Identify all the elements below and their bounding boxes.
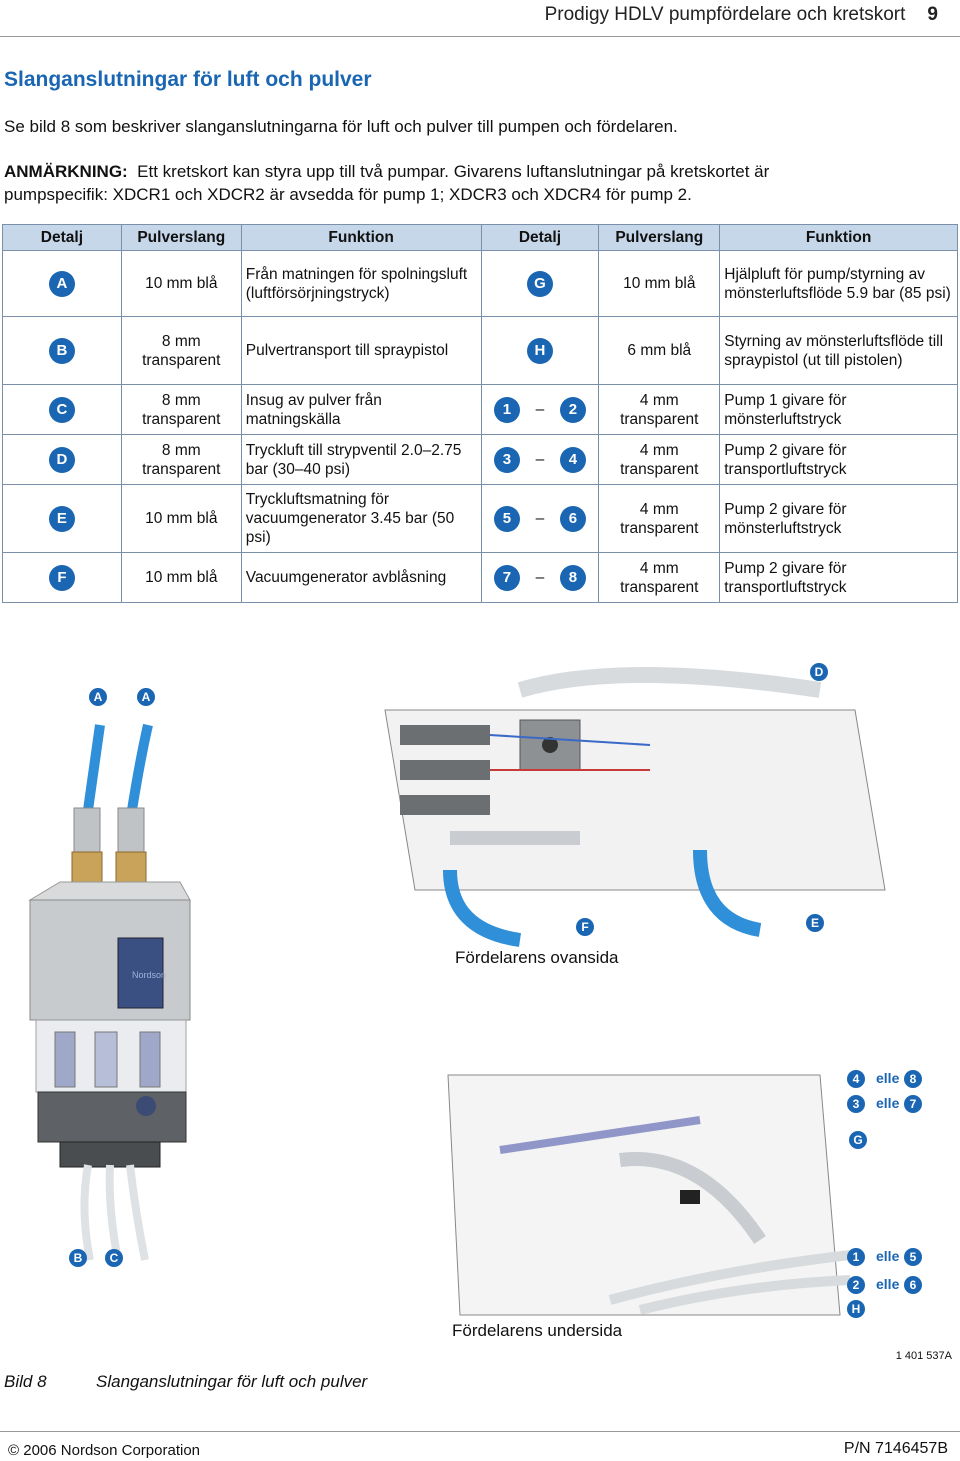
callout-d: D [810, 663, 828, 681]
detail-marker: C [49, 397, 75, 423]
callout-7: 7 [904, 1095, 922, 1113]
detail-marker: 6 [560, 506, 586, 532]
detail-marker: F [49, 565, 75, 591]
callout-2: 2 [847, 1276, 865, 1294]
detail-marker: H [527, 338, 553, 364]
detail-marker: E [49, 506, 75, 532]
hose-cell: 4 mm transparent [599, 485, 720, 553]
caption-top-side: Fördelarens ovansida [455, 948, 619, 967]
intro-paragraph: Se bild 8 som beskriver slanganslutningarna för luft och pulver till pumpen och fördelaren. [4, 117, 678, 136]
section-title: Slanganslutningar för luft och pulver [4, 68, 372, 91]
note-label: ANMÄRKNING: [4, 162, 128, 181]
hose-cell: 4 mm transparent [599, 435, 720, 485]
hose-cell: 10 mm blå [121, 485, 241, 553]
function-cell: Insug av pulver från matningskälla [241, 385, 481, 435]
pump-illustration [30, 725, 190, 1260]
range-dash: – [535, 400, 545, 418]
manifold-bottom-illustration [448, 1075, 850, 1315]
detail-marker: 5 [494, 506, 520, 532]
figure-label: Bild 8 [4, 1372, 47, 1391]
callout-or-text: elle [876, 1248, 900, 1264]
function-cell: Pump 2 givare för mönsterluftstryck [720, 485, 958, 553]
callout-1: 1 [847, 1248, 865, 1266]
hose-cell: 10 mm blå [599, 251, 720, 317]
range-dash: – [535, 450, 545, 468]
manifold-top-illustration [385, 675, 885, 940]
detail-marker: D [49, 447, 75, 473]
copyright-text: 2006 Nordson Corporation [23, 1442, 201, 1459]
callout-a-right: A [137, 688, 155, 706]
header-hose: Pulverslang [121, 225, 241, 251]
callout-5: 5 [904, 1248, 922, 1266]
hose-cell: 8 mm transparent [121, 317, 241, 385]
footer-part-number: P/N 7146457B [843, 1440, 948, 1457]
detail-marker: 2 [560, 397, 586, 423]
figure-part-number: 1 401 537A [895, 1350, 952, 1362]
copyright-icon: © [8, 1442, 20, 1459]
detail-marker: G [527, 271, 553, 297]
caption-bottom-side: Fördelarens undersida [452, 1321, 623, 1340]
footer-copyright [8, 1442, 200, 1459]
hose-cell: 10 mm blå [121, 251, 241, 317]
header-title: Prodigy HDLV pumpfördelare och kretskort [544, 4, 906, 25]
hose-cell: 8 mm transparent [121, 435, 241, 485]
function-cell: Pump 2 givare för transportluftstryck [720, 435, 958, 485]
detail-marker: A [49, 271, 75, 297]
detail-marker: B [49, 338, 75, 364]
header-function: Funktion [720, 225, 958, 251]
function-cell: Vacuumgenerator avblåsning [241, 553, 481, 603]
page-number: 9 [927, 4, 938, 25]
header-detail: Detalj [481, 225, 599, 251]
callout-8: 8 [904, 1070, 922, 1088]
callout-h: H [847, 1300, 865, 1318]
callout-g: G [849, 1131, 867, 1149]
note-line-2: pumpspecifik: XDCR1 och XDCR2 är avsedda för pump 1; XDCR3 och XDCR4 för pump 2. [4, 185, 692, 204]
hose-cell: 6 mm blå [599, 317, 720, 385]
callout-4: 4 [847, 1070, 865, 1088]
callout-c: C [105, 1249, 123, 1267]
function-cell: Tryckluft till strypventil 2.0–2.75 bar (30–40 psi) [241, 435, 481, 485]
detail-marker: 4 [560, 447, 586, 473]
detail-marker: 3 [494, 447, 520, 473]
figure-caption: Slanganslutningar för luft och pulver [96, 1372, 368, 1391]
function-cell: Pump 2 givare för transportluftstryck [720, 553, 958, 603]
hose-cell: 8 mm transparent [121, 385, 241, 435]
callout-b: B [69, 1249, 87, 1267]
callout-3: 3 [847, 1095, 865, 1113]
detail-marker: 7 [494, 565, 520, 591]
header-hose: Pulverslang [599, 225, 720, 251]
hose-cell: 4 mm transparent [599, 385, 720, 435]
hose-cell: 4 mm transparent [599, 553, 720, 603]
detail-marker: 8 [560, 565, 586, 591]
hose-cell: 10 mm blå [121, 553, 241, 603]
footer-rule [0, 1431, 960, 1432]
header-function: Funktion [241, 225, 481, 251]
function-cell: Tryckluftsmatning för vacuumgenerator 3.45 bar (50 psi) [241, 485, 481, 553]
range-dash: – [535, 509, 545, 527]
function-cell: Styrning av mönsterluftsflöde till spraypistol (ut till pistolen) [720, 317, 958, 385]
callout-e: E [806, 914, 824, 932]
callout-6: 6 [904, 1276, 922, 1294]
callout-f: F [576, 918, 594, 936]
function-cell: Hjälpluft för pump/styrning av mönsterluftsflöde 5.9 bar (85 psi) [720, 251, 958, 317]
callout-or-text: elle [876, 1070, 900, 1086]
function-cell: Pump 1 givare för mönsterluftstryck [720, 385, 958, 435]
pump-logo-text: Nordson [132, 970, 167, 980]
callout-or-text: elle [876, 1095, 900, 1111]
callout-a-left: A [89, 688, 107, 706]
function-cell: Pulvertransport till spraypistol [241, 317, 481, 385]
function-cell: Från matningen för spolningsluft (luftförsörjningstryck) [241, 251, 481, 317]
header-detail: Detalj [3, 225, 122, 251]
detail-marker: 1 [494, 397, 520, 423]
callout-or-text: elle [876, 1276, 900, 1292]
note-line-1: Ett kretskort kan styra upp till två pumpar. Givarens luftanslutningar på kretskortet är [137, 162, 770, 181]
range-dash: – [535, 568, 545, 586]
